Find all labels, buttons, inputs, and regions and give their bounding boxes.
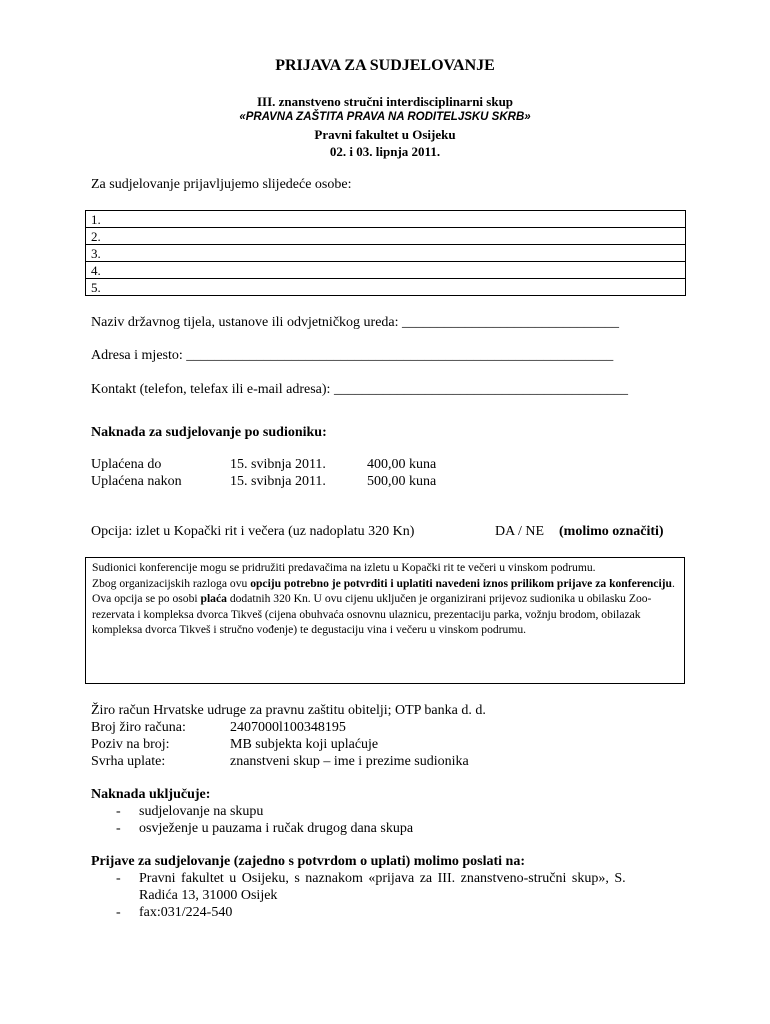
info-text: Zbog organizacijskih razloga ovu	[92, 576, 251, 590]
list-item: sudjelovanje na skupu	[139, 804, 264, 819]
participant-row[interactable]	[86, 262, 686, 279]
info-emphasis: opciju potrebno je potvrditi i uplatiti navedeni iznos prilikom prijave za konferenciju	[250, 576, 672, 590]
payment-label: Broj žiro računa:	[91, 720, 186, 735]
address-field[interactable]: Adresa i mjesto: _____________________________________________________________	[91, 348, 614, 363]
info-paragraph	[92, 576, 678, 592]
participant-cell[interactable]: 1.	[86, 211, 686, 228]
participant-row[interactable]	[86, 279, 686, 296]
payment-value: 2407000l100348195	[230, 720, 346, 735]
event-subtitle: III. znanstveno stručni interdisciplinarni skup	[256, 94, 514, 109]
send-heading: Prijave za sudjelovanje (zajedno s potvrdom o uplati) molimo poslati na:	[91, 854, 525, 869]
participant-row[interactable]	[86, 228, 686, 245]
payment-value: znanstveni skup – ime i prezime sudionika	[230, 754, 469, 769]
payment-value: MB subjekta koji uplaćuje	[230, 737, 379, 752]
includes-heading: Naknada uključuje:	[91, 787, 211, 802]
payment-label: Svrha uplate:	[91, 754, 166, 769]
event-venue: Pravni fakultet u Osijeku	[314, 127, 456, 142]
fee-row-amount: 500,00 kuna	[367, 474, 437, 489]
list-dash: -	[116, 804, 121, 819]
fee-heading: Naknada za sudjelovanje po sudioniku:	[91, 425, 327, 440]
option-note: (molimo označiti)	[559, 524, 664, 539]
contact-field[interactable]: Kontakt (telefon, telefax ili e-mail adresa): __________________________________________	[91, 382, 628, 397]
fee-row-date: 15. svibnja 2011.	[230, 474, 326, 489]
info-emphasis: plaća	[200, 592, 227, 605]
info-paragraph: Sudionici konferencije mogu se pridružiti predavačima na izletu u Kopački rit te večeri u vinskom podrumu.	[92, 561, 596, 574]
fee-row-label: Uplaćena do	[91, 457, 162, 472]
info-text: Ova opcija se po osobi	[92, 592, 201, 605]
participant-cell[interactable]: 2.	[86, 228, 686, 245]
list-dash: -	[116, 821, 121, 836]
participant-cell[interactable]: 4.	[86, 262, 686, 279]
bank-account-line: Žiro račun Hrvatske udruge za pravnu zaštitu obitelji; OTP banka d. d.	[91, 703, 486, 718]
participant-cell[interactable]: 5.	[86, 279, 686, 296]
institution-field[interactable]: Naziv državnog tijela, ustanove ili odvjetničkog ureda: _______________________________	[91, 315, 620, 330]
list-dash: -	[116, 871, 121, 886]
participant-cell[interactable]: 3.	[86, 245, 686, 262]
fee-row-date: 15. svibnja 2011.	[230, 457, 326, 472]
page-title: PRIJAVA ZA SUDJELOVANJE	[275, 57, 495, 74]
event-date: 02. i 03. lipnja 2011.	[329, 144, 441, 159]
list-dash: -	[116, 905, 121, 920]
info-text: .	[671, 576, 675, 590]
event-name: «PRAVNA ZAŠTITA PRAVA NA RODITELJSKU SKRB»	[239, 111, 531, 123]
list-item-continued: Radića 13, 31000 Osijek	[139, 888, 278, 903]
participant-row[interactable]	[86, 211, 686, 228]
fax-number: fax:031/224-540	[139, 905, 233, 920]
fee-row-label: Uplaćena nakon	[91, 474, 182, 489]
info-paragraph	[92, 591, 678, 638]
payment-label: Poziv na broj:	[91, 737, 170, 752]
fee-row-amount: 400,00 kuna	[367, 457, 437, 472]
option-info-box	[85, 557, 685, 684]
info-text: dodatnih 320 Kn. U ovu cijenu uključen je organizirani prijevoz sudionika u obilasku Zoo-rezervata i kompleksa dvorca Tikveš (cijena obuhvaća osnovnu ulaznicu, prezentaciju parka, vožnju brodom, obilazak kompleksa dvorca Tikveš i stručno vođenje) te degustaciju vina i večeru u vinskom podrumu.	[92, 592, 652, 636]
list-item: Pravni fakultet u Osijeku, s naznakom «prijava za III. znanstveno-stručni skup», S.	[139, 871, 626, 886]
participants-table	[85, 210, 686, 296]
participant-row[interactable]	[86, 245, 686, 262]
option-text: Opcija: izlet u Kopački rit i večera (uz nadoplatu 320 Kn)	[91, 524, 415, 539]
option-choice[interactable]: DA / NE	[495, 524, 544, 539]
intro-text: Za sudjelovanje prijavljujemo slijedeće osobe:	[91, 177, 352, 192]
list-item: osvježenje u pauzama i ručak drugog dana skupa	[139, 821, 414, 836]
